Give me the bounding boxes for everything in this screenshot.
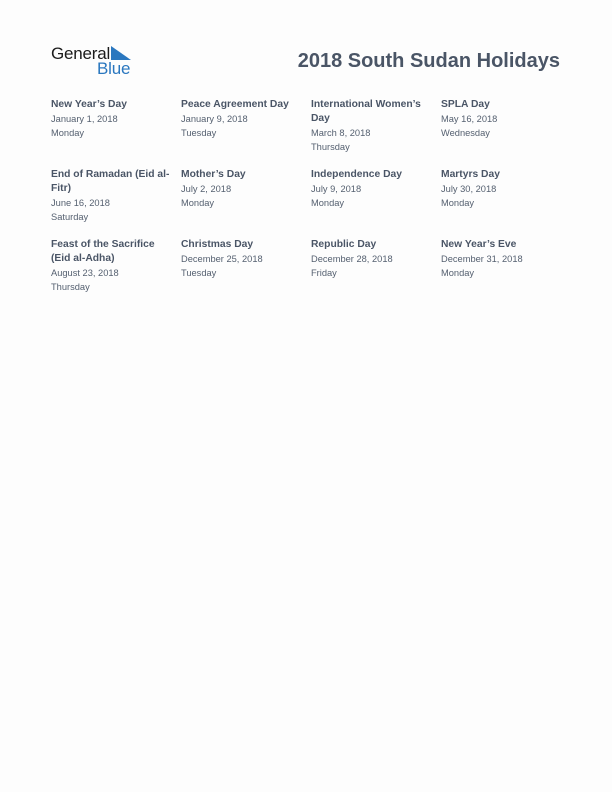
holiday-weekday: Thursday — [311, 142, 350, 152]
holiday-grid — [51, 98, 571, 308]
holiday-name: Independence Day — [311, 169, 402, 180]
holiday-weekday: Monday — [311, 198, 345, 208]
holiday-date: July 30, 2018 — [441, 184, 497, 194]
holiday-item — [311, 168, 441, 238]
holiday-name: New Year’s Eve — [441, 239, 517, 250]
logo-triangle-icon — [111, 46, 131, 60]
logo-word-general: General — [51, 44, 111, 63]
holiday-date: May 16, 2018 — [441, 114, 498, 124]
holiday-date: December 31, 2018 — [441, 254, 523, 264]
holiday-name: Feast of the Sacrifice (Eid al-Adha) — [51, 239, 155, 264]
holiday-item — [441, 98, 571, 168]
holiday-name: Mother’s Day — [181, 169, 246, 180]
holiday-date: June 16, 2018 — [51, 198, 110, 208]
holiday-item — [311, 238, 441, 308]
holiday-weekday: Thursday — [51, 282, 90, 292]
holiday-item — [51, 98, 181, 168]
holiday-name: New Year’s Day — [51, 99, 127, 110]
holiday-weekday: Monday — [51, 128, 85, 138]
holiday-weekday: Tuesday — [181, 128, 217, 138]
holiday-weekday: Tuesday — [181, 268, 217, 278]
logo-word-blue: Blue — [97, 59, 131, 78]
holiday-name: Republic Day — [311, 239, 377, 250]
holiday-weekday: Friday — [311, 268, 337, 278]
generalblue-logo — [51, 44, 141, 78]
holiday-weekday: Monday — [441, 198, 475, 208]
holiday-weekday: Wednesday — [441, 128, 490, 138]
holiday-item — [181, 238, 311, 308]
holiday-name: Peace Agreement Day — [181, 99, 289, 110]
holiday-date: July 9, 2018 — [311, 184, 362, 194]
holiday-date: July 2, 2018 — [181, 184, 232, 194]
holiday-name: Christmas Day — [181, 239, 254, 250]
holiday-name: SPLA Day — [441, 99, 490, 110]
holiday-item — [181, 168, 311, 238]
holiday-name: End of Ramadan (Eid al-Fitr) — [51, 169, 170, 194]
holiday-date: January 1, 2018 — [51, 114, 118, 124]
holiday-date: January 9, 2018 — [181, 114, 248, 124]
holiday-weekday: Monday — [441, 268, 475, 278]
holiday-item — [441, 238, 571, 308]
holiday-date: August 23, 2018 — [51, 268, 119, 278]
holiday-item — [51, 168, 181, 238]
holiday-name: Martyrs Day — [441, 169, 500, 180]
holiday-item — [181, 98, 311, 168]
holiday-name: International Women’s Day — [311, 99, 421, 124]
holiday-date: December 25, 2018 — [181, 254, 263, 264]
holiday-item — [311, 98, 441, 168]
holiday-weekday: Saturday — [51, 212, 89, 222]
holiday-weekday: Monday — [181, 198, 215, 208]
holiday-item — [51, 238, 181, 308]
holiday-date: March 8, 2018 — [311, 128, 371, 138]
holiday-item — [441, 168, 571, 238]
holiday-date: December 28, 2018 — [311, 254, 393, 264]
page-title: 2018 South Sudan Holidays — [297, 50, 560, 72]
